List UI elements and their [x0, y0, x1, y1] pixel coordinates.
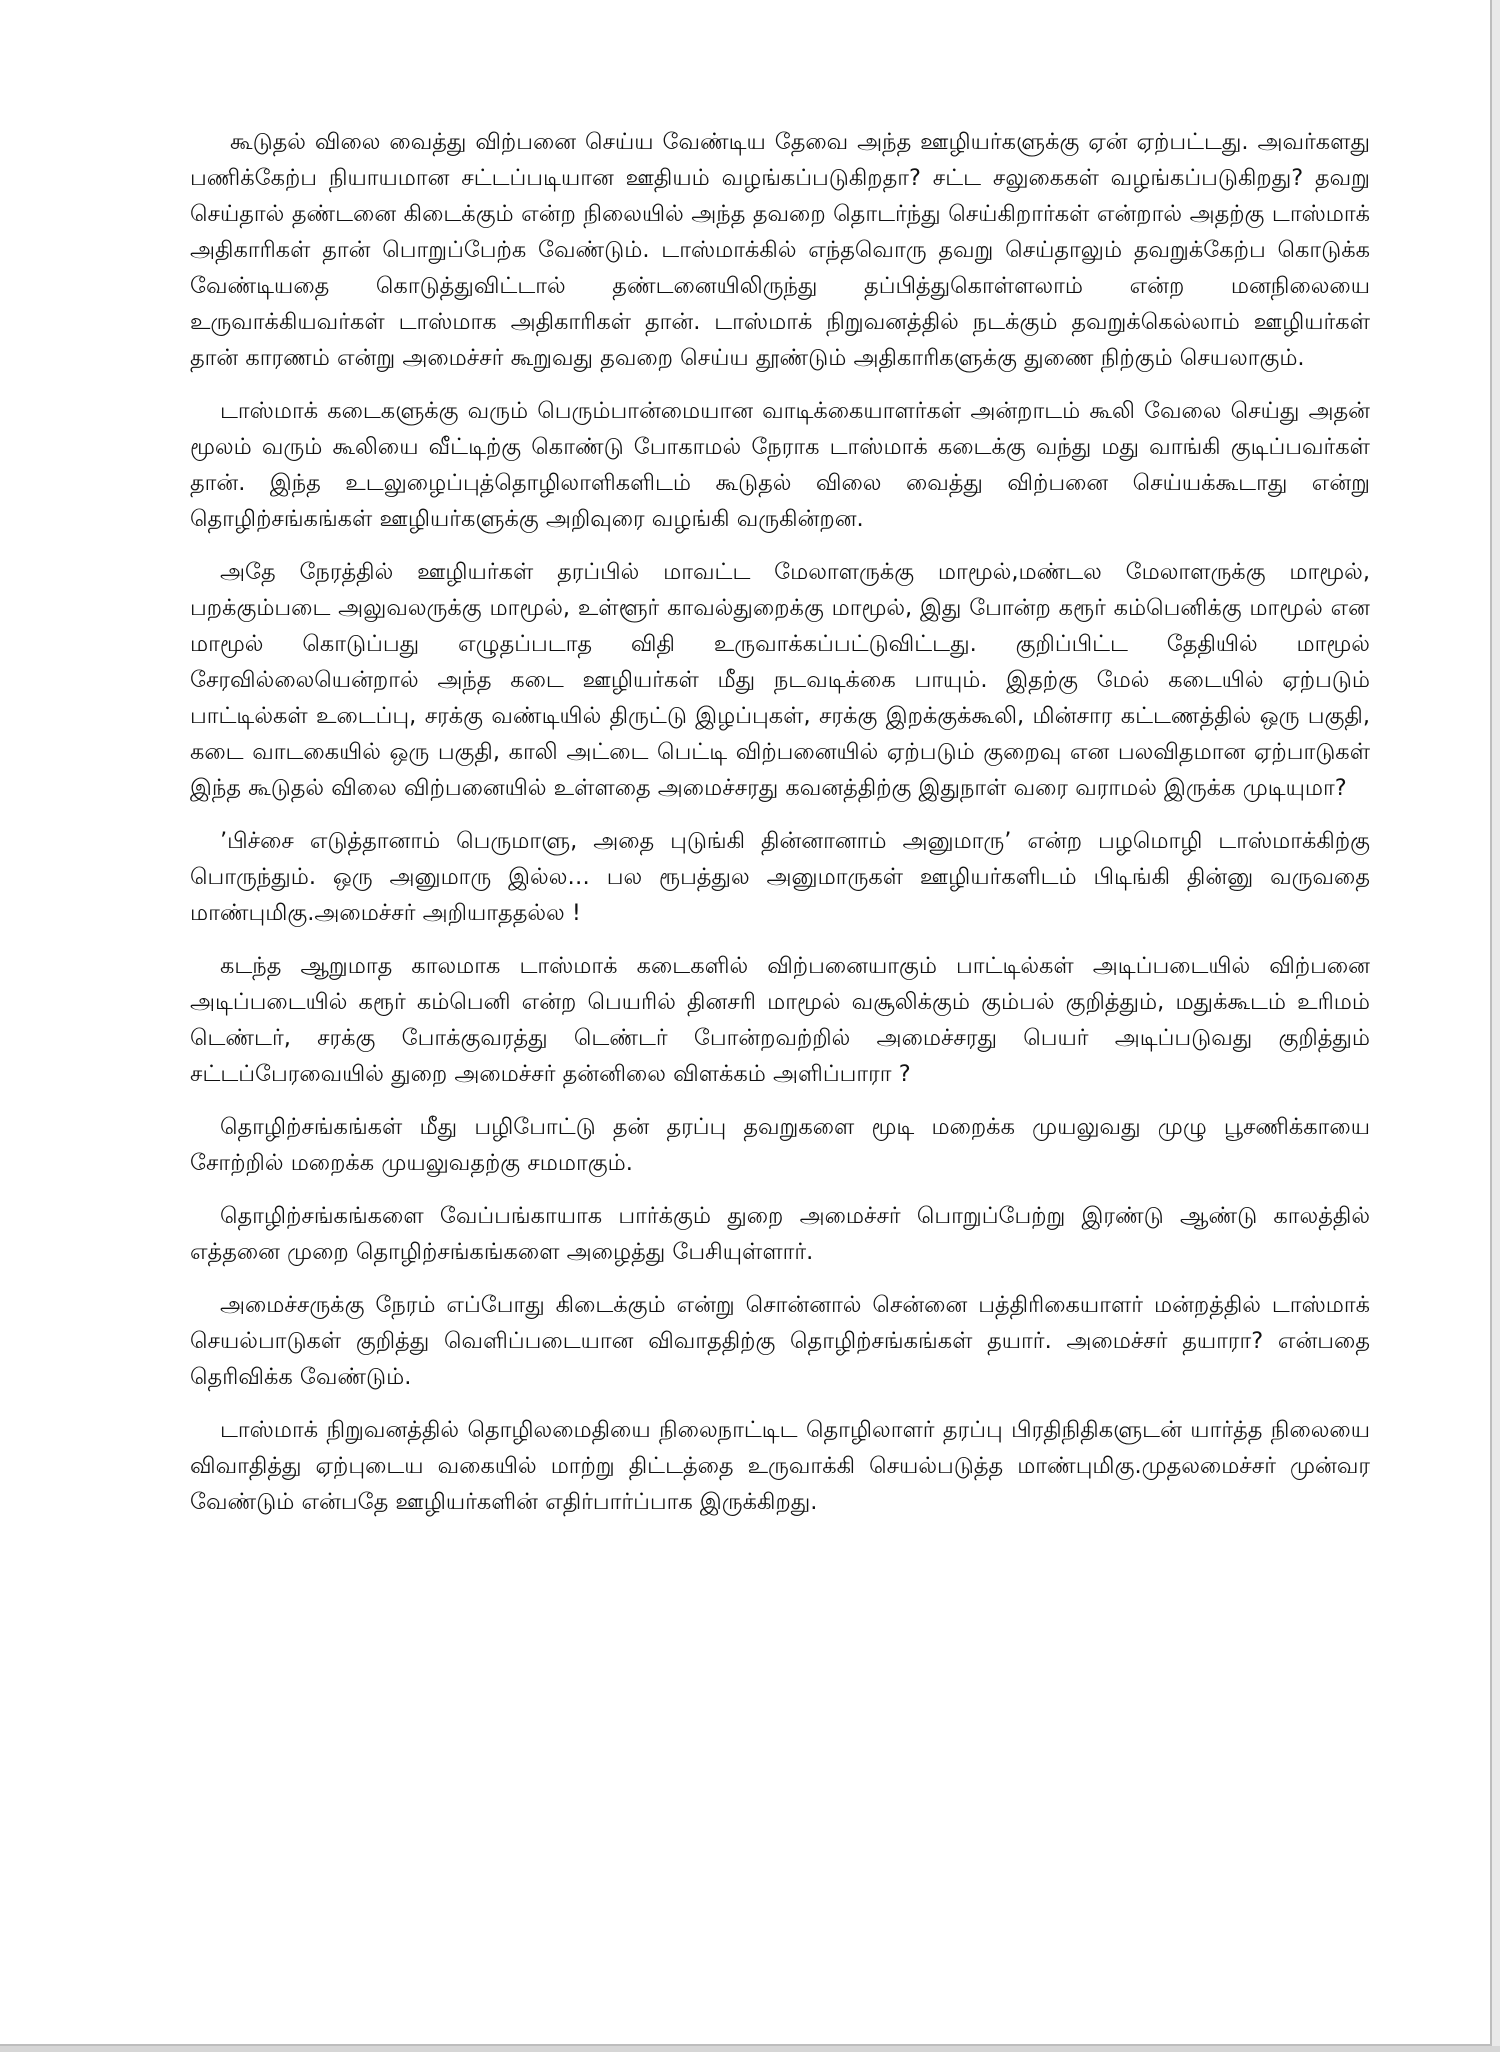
paragraph-5: கடந்த ஆறுமாத காலமாக டாஸ்மாக் கடைகளில் விற்பனையாகும் பாட்டில்கள் அடிப்படையில் விற்பனை அடிப்படையில் கரூர் கம்பெனி என்ற பெயரில் தினசரி மாமூல் வசூலிக்கும் கும்பல் குறித்தும், மதுக்கூடம் உரிமம் டெண்டர், சரக்கு போக்குவரத்து டெண்டர் போன்றவற்றில் அமைச்சரது பெயர் அடிப்படுவது குறித்தும் சட்டப்பேரவையில் துறை அமைச்சர் தன்னிலை விளக்கம் அளிப்பாரா ?: [190, 953, 1370, 1087]
document-body: [190, 124, 1370, 1537]
paragraph-4: ’பிச்சை எடுத்தானாம் பெருமாளு, அதை புடுங்கி தின்னானாம் அனுமாரு’ என்ற பழமொழி டாஸ்மாக்கிற்கு பொருந்தும். ஒரு அனுமாரு இல்ல… பல ரூபத்துல அனுமாருகள் ஊழியர்களிடம் பிடிங்கி தின்னு வருவதை மாண்புமிகு.அமைச்சர் அறியாததல்ல !: [190, 828, 1370, 926]
paragraph-8: அமைச்சருக்கு நேரம் எப்போது கிடைக்கும் என்று சொன்னால் சென்னை பத்திரிகையாளர் மன்றத்தில் டாஸ்மாக் செயல்பாடுகள் குறித்து வெளிப்படையான விவாததிற்கு தொழிற்சங்கங்கள் தயார். அமைச்சர் தயாரா? என்பதை தெரிவிக்க வேண்டும்.: [190, 1292, 1370, 1390]
paragraph-3: அதே நேரத்தில் ஊழியர்கள் தரப்பில் மாவட்ட மேலாளருக்கு மாமூல்,மண்டல மேலாளருக்கு மாமூல், பறக்கும்படை அலுவலருக்கு மாமூல், உள்ளூர் காவல்துறைக்கு மாமூல், இது போன்ற கரூர் கம்பெனிக்கு மாமூல் என மாமூல் கொடுப்பது எழுதப்படாத விதி உருவாக்கப்பட்டுவிட்டது. குறிப்பிட்ட தேதியில் மாமூல் சேரவில்லையென்றால் அந்த கடை ஊழியர்கள் மீது நடவடிக்கை பாயும். இதற்கு மேல் கடையில் ஏற்படும் பாட்டில்கள் உடைப்பு, சரக்கு வண்டியில் திருட்டு இழப்புகள், சரக்கு இறக்குக்கூலி, மின்சார கட்டணத்தில் ஒரு பகுதி, கடை வாடகையில் ஒரு பகுதி, காலி அட்டை பெட்டி விற்பனையில் ஏற்படும் குறைவு என பலவிதமான ஏற்பாடுகள் இந்த கூடுதல் விலை விற்பனையில் உள்ளதை அமைச்சரது கவனத்திற்கு இதுநாள் வரை வராமல் இருக்க முடியுமா?: [190, 559, 1370, 801]
paragraph-6: தொழிற்சங்கங்கள் மீது பழிபோட்டு தன் தரப்பு தவறுகளை மூடி மறைக்க முயலுவது முழு பூசணிக்காயை சோற்றில் மறைக்க முயலுவதற்கு சமமாகும்.: [190, 1114, 1370, 1176]
paragraph-9: டாஸ்மாக் நிறுவனத்தில் தொழிலமைதியை நிலைநாட்டிட தொழிலாளர் தரப்பு பிரதிநிதிகளுடன் யார்த்த நிலையை விவாதித்து ஏற்புடைய வகையில் மாற்று திட்டத்தை உருவாக்கி செயல்படுத்த மாண்புமிகு.முதலமைச்சர் முன்வர வேண்டும் என்பதே ஊழியர்களின் எதிர்பார்ப்பாக இருக்கிறது.: [190, 1417, 1370, 1515]
paragraph-2: டாஸ்மாக் கடைகளுக்கு வரும் பெரும்பான்மையான வாடிக்கையாளர்கள் அன்றாடம் கூலி வேலை செய்து அதன் மூலம் வரும் கூலியை வீட்டிற்கு கொண்டு போகாமல் நேராக டாஸ்மாக் கடைக்கு வந்து மது வாங்கி குடிப்பவர்கள் தான். இந்த உடலுழைப்புத்தொழிலாளிகளிடம் கூடுதல் விலை வைத்து விற்பனை செய்யக்கூடாது என்று தொழிற்சங்கங்கள் ஊழியர்களுக்கு அறிவுரை வழங்கி வருகின்றன.: [190, 398, 1370, 532]
paragraph-1: கூடுதல் விலை வைத்து விற்பனை செய்ய வேண்டிய தேவை அந்த ஊழியர்களுக்கு ஏன் ஏற்பட்டது. அவர்களது பணிக்கேற்ப நியாயமான சட்டப்படியான ஊதியம் வழங்கப்படுகிறதா? சட்ட சலுகைகள் வழங்கப்படுகிறது? தவறு செய்தால் தண்டனை கிடைக்கும் என்ற நிலையில் அந்த தவறை தொடர்ந்து செய்கிறார்கள் என்றால் அதற்கு டாஸ்மாக் அதிகாரிகள் தான் பொறுப்பேற்க வேண்டும். டாஸ்மாக்கில் எந்தவொரு தவறு செய்தாலும் தவறுக்கேற்ப கொடுக்க வேண்டியதை கொடுத்துவிட்டால் தண்டனையிலிருந்து தப்பித்துகொள்ளலாம் என்ற மனநிலையை உருவாக்கியவர்கள் டாஸ்மாக அதிகாரிகள் தான். டாஸ்மாக் நிறுவனத்தில் நடக்கும் தவறுக்கெல்லாம் ஊழியர்கள் தான் காரணம் என்று அமைச்சர் கூறுவது தவறை செய்ய தூண்டும் அதிகாரிகளுக்கு துணை நிற்கும் செயலாகும்.: [190, 129, 1370, 371]
paragraph-7: தொழிற்சங்கங்களை வேப்பங்காயாக பார்க்கும் துறை அமைச்சர் பொறுப்பேற்று இரண்டு ஆண்டு காலத்தில் எத்தனை முறை தொழிற்சங்கங்களை அழைத்து பேசியுள்ளார்.: [190, 1203, 1370, 1265]
page-bottom-edge: [0, 2046, 1500, 2052]
